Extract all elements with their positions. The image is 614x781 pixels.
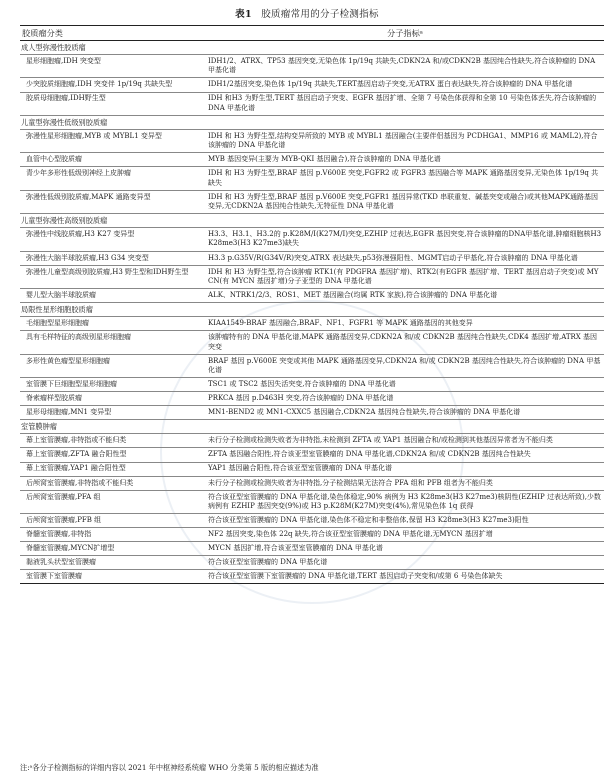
table-row (20, 129, 604, 152)
category-label: 局限性星形细胞胶质瘤 (20, 303, 604, 317)
markers-cell: ZFTA 基因融合阳性,符合该亚型室管膜瘤的 DNA 甲基化谱,CDKN2A 和/或 CDKN2B 基因纯合性缺失 (206, 448, 604, 462)
tumor-type-cell: 少突胶质细胞瘤,IDH 突变伴 1p/19q 共缺失型 (20, 78, 206, 92)
markers-cell: 未行分子检测或检测失败者为非特指,未检测到 ZFTA 或 YAP1 基因融合和/或检测到其他基因异常者为不能归类 (206, 434, 604, 448)
category-label: 成人型弥漫性胶质瘤 (21, 42, 86, 52)
category-row (20, 41, 604, 55)
table-row (20, 167, 604, 190)
table-footnote: 注:ᵃ各分子检测指标的详细内容以 2021 年中枢神经系统瘤 WHO 分类第 5 版的相应描述为准 (20, 763, 319, 772)
table-row (20, 354, 604, 377)
markers-cell: IDH1/2、ATRX、TP53 基因突变,无染色体 1p/19q 共缺失,CDKN2A 和/或CDKN2B 基因纯合性缺失,符合该肿瘤的 DNA 甲基化谱 (206, 55, 604, 78)
tumor-type-cell: 弥漫性低级别胶质瘤,MAPK 通路变异型 (20, 190, 206, 213)
table-row (20, 406, 604, 420)
markers-cell: MYCN 基因扩增,符合该亚型室管膜瘤的 DNA 甲基化谱 (206, 542, 604, 556)
markers-cell: IDH1/2基因突变,染色体 1p/19q 共缺失,TERT基因启动子突变,无ATRX 蛋白表达缺失,符合该肿瘤的 DNA 甲基化谱 (206, 78, 604, 92)
header-classification: 胶质瘤分类 (20, 26, 206, 41)
table-row (20, 570, 604, 584)
table-row (20, 190, 604, 213)
table-row (20, 289, 604, 303)
category-row (20, 115, 604, 129)
markers-cell: YAP1 基因融合阳性,符合该亚型室管膜瘤的 DNA 甲基化谱 (206, 462, 604, 476)
tumor-type-cell: 后颅窝室管膜瘤,PFB 组 (20, 514, 206, 528)
tumor-type-cell: 弥漫性大脑半球胶质瘤,H3 G34 突变型 (20, 251, 206, 265)
table-row (20, 476, 604, 490)
category-row (20, 214, 604, 228)
tumor-type-cell: 幕上室管膜瘤,非特指或不能归类 (20, 434, 206, 448)
tumor-type-cell: 弥漫性中线胶质瘤,H3 K27 变异型 (20, 228, 206, 251)
table-row (20, 514, 604, 528)
table-row (20, 331, 604, 354)
markers-cell: IDH 和 H3 为野生型,BRAF 基因 p.V600E 突变,FGFR1 基因异常(TKD 串联重复、碱基突变或融合)或其他MAPK通路基因变异,无CDKN2A 基因纯合性缺失,无特征性 DNA 甲基化谱 (206, 190, 604, 213)
category-label: 儿童型弥漫性低级别胶质瘤 (20, 115, 604, 129)
tumor-type-cell: 毛细胞型星形细胞瘤 (20, 317, 206, 331)
markers-cell: 符合该亚型室管膜瘤的 DNA 甲基化谱,染色体稳定,90% 病例为 H3 K28me3(H3 K27me3)核阴性(EZHIP 过表达所致),少数病例有 EZHIP 基因突变(9%)或 H3 p.K28M(K27M)突变(4%),常见染色体 1q 获得 (206, 490, 604, 513)
markers-cell: 符合该亚型室管膜瘤的 DNA 甲基化谱,染色体不稳定和非整倍体,保留 H3 K28me3(H3 K27me3)阳性 (206, 514, 604, 528)
table-row (20, 448, 604, 462)
category-row (20, 303, 604, 317)
tumor-type-cell: 脊髓室管膜瘤,MYCN扩增型 (20, 542, 206, 556)
markers-cell: H3.3、H3.1、H3.2的 p.K28M/I(K27M/I)突变,EZHIP 过表达,EGFR 基因突变,符合该肿瘤的DNA甲基化谱,肿瘤细胞核H3 K28me3(H3 K27me3)缺失 (206, 228, 604, 251)
category-row (20, 420, 604, 434)
markers-cell: PRKCA 基因 p.D463H 突变,符合该肿瘤的 DNA 甲基化谱 (206, 392, 604, 406)
markers-cell: H3.3 p.G35V/R(G34V/R)突变,ATRX 表达缺失,p53弥漫强阳性、MGMT启动子甲基化,符合该肿瘤的 DNA 甲基化谱 (206, 251, 604, 265)
markers-cell: BRAF 基因 p.V600E 突变或其他 MAPK 通路基因变异,CDKN2A 和/或 CDKN2B 基因纯合性缺失,符合该肿瘤的 DNA 甲基化谱 (206, 354, 604, 377)
markers-cell: ALK、NTRK1/2/3、ROS1、MET 基因融合(均属 RTK 家族),符合该肿瘤的 DNA 甲基化谱 (206, 289, 604, 303)
tumor-type-cell: 弥漫性星形细胞瘤,MYB 或 MYBL1 变异型 (20, 129, 206, 152)
header-markers: 分子指标ᵃ (206, 26, 604, 41)
tumor-type-cell: 弥漫性儿童型高级别胶质瘤,H3 野生型和IDH野生型 (20, 265, 206, 288)
table-header-row (20, 26, 604, 41)
tumor-type-cell: 星形细胞瘤,IDH 突变型 (20, 55, 206, 78)
table-body (20, 41, 604, 584)
markers-cell: 该肿瘤特有的 DNA 甲基化谱,MAPK 通路基因变异,CDKN2A 和/或 CDKN2B 基因纯合性缺失,CDK4 基因扩增,ATRX 基因突变 (206, 331, 604, 354)
table-row (20, 462, 604, 476)
markers-cell: IDH 和 H3 为野生型,符合该肿瘤 RTK1(有 PDGFRA 基因扩增)、RTK2(有EGFR 基因扩增、TERT 基因启动子突变)或 MYCN(有 MYCN 基因扩增)分子亚型的 DNA 甲基化谱 (206, 265, 604, 288)
tumor-type-cell: 后颅窝室管膜瘤,非特指或不能归类 (20, 476, 206, 490)
markers-cell: TSC1 或 TSC2 基因失活突变,符合该肿瘤的 DNA 甲基化谱 (206, 378, 604, 392)
molecular-markers-table (20, 25, 604, 751)
category-label: 儿童型弥漫性高级别胶质瘤 (20, 214, 604, 228)
markers-cell: IDH 和H3 为野生型,TERT 基因启动子突变、EGFR 基因扩增、全第 7 号染色体获得和全第 10 号染色体丢失,符合该肿瘤的 DNA 甲基化谱 (206, 92, 604, 115)
table-row (20, 78, 604, 92)
markers-cell: NF2 基因突变,染色体 22q 缺失,符合该亚型室管膜瘤的 DNA 甲基化谱,无MYCN 基因扩增 (206, 528, 604, 542)
tumor-type-cell: 脊髓室管膜瘤,非特指 (20, 528, 206, 542)
table-row (20, 55, 604, 78)
table-title: 胶质瘤常用的分子检测指标 (261, 9, 379, 20)
table-row (20, 528, 604, 542)
markers-cell: IDH 和 H3 为野生型,BRAF 基因 p.V600E 突变,FGFR2 或 FGFR3 基因融合等 MAPK 通路基因变异,无染色体 1p/19q 共缺失 (206, 167, 604, 190)
table-number: 表1 (235, 9, 252, 20)
tumor-type-cell: 幕上室管膜瘤,ZFTA 融合阳性型 (20, 448, 206, 462)
table-row (20, 490, 604, 513)
tumor-type-cell: 胶质母细胞瘤,IDH野生型 (20, 92, 206, 115)
table-row (20, 92, 604, 115)
table-row (20, 556, 604, 570)
markers-cell: KIAA1549-BRAF 基因融合,BRAF、NF1、FGFR1 等 MAPK 通路基因的其他变异 (206, 317, 604, 331)
markers-cell: 符合该亚型室管膜瘤的 DNA 甲基化谱 (206, 556, 604, 570)
tumor-type-cell: 血管中心型胶质瘤 (20, 153, 206, 167)
table-row (20, 434, 604, 448)
tumor-type-cell: 多形性黄色瘤型星形细胞瘤 (20, 354, 206, 377)
table-row (20, 265, 604, 288)
table-row (20, 251, 604, 265)
markers-cell: MYB 基因变异(主要为 MYB-QKI 基因融合),符合该肿瘤的 DNA 甲基化谱 (206, 153, 604, 167)
markers-cell: 符合该亚型室管膜下室管膜瘤的 DNA 甲基化谱,TERT 基因启动子突变和/或第 6 号染色体缺失 (206, 570, 604, 584)
table-row (20, 378, 604, 392)
table-row (20, 542, 604, 556)
tumor-type-cell: 后颅窝室管膜瘤,PFA 组 (20, 490, 206, 513)
category-label: 室管膜肿瘤 (20, 420, 604, 434)
tumor-type-cell: 室管膜下室管膜瘤 (20, 570, 206, 584)
table-row (20, 317, 604, 331)
markers-cell: IDH 和 H3 为野生型,结构变异所致的 MYB 或 MYBL1 基因融合(主要伴侣基因为 PCDHGA1、MMP16 或 MAML2),符合该肿瘤的 DNA 甲基化谱 (206, 129, 604, 152)
table-row (20, 392, 604, 406)
markers-cell: 未行分子检测或检测失败者为非特指,分子检测结果无法符合 PFA 组和 PFB 组者为不能归类 (206, 476, 604, 490)
table-row (20, 153, 604, 167)
tumor-type-cell: 婴儿型大脑半球胶质瘤 (20, 289, 206, 303)
table-row (20, 228, 604, 251)
tumor-type-cell: 具有毛样特征的高级别星形细胞瘤 (20, 331, 206, 354)
tumor-type-cell: 室管膜下巨细胞型星形细胞瘤 (20, 378, 206, 392)
tumor-type-cell: 星形母细胞瘤,MN1 变异型 (20, 406, 206, 420)
markers-cell: MN1-BEND2 或 MN1-CXXC5 基因融合,CDKN2A 基因纯合性缺失,符合该肿瘤的 DNA 甲基化谱 (206, 406, 604, 420)
tumor-type-cell: 青少年多形性低级别神经上皮肿瘤 (20, 167, 206, 190)
tumor-type-cell: 幕上室管膜瘤,YAP1 融合阳性型 (20, 462, 206, 476)
table-caption (0, 6, 614, 20)
tumor-type-cell: 脊索瘤样型胶质瘤 (20, 392, 206, 406)
tumor-type-cell: 黏液乳头状型室管膜瘤 (20, 556, 206, 570)
